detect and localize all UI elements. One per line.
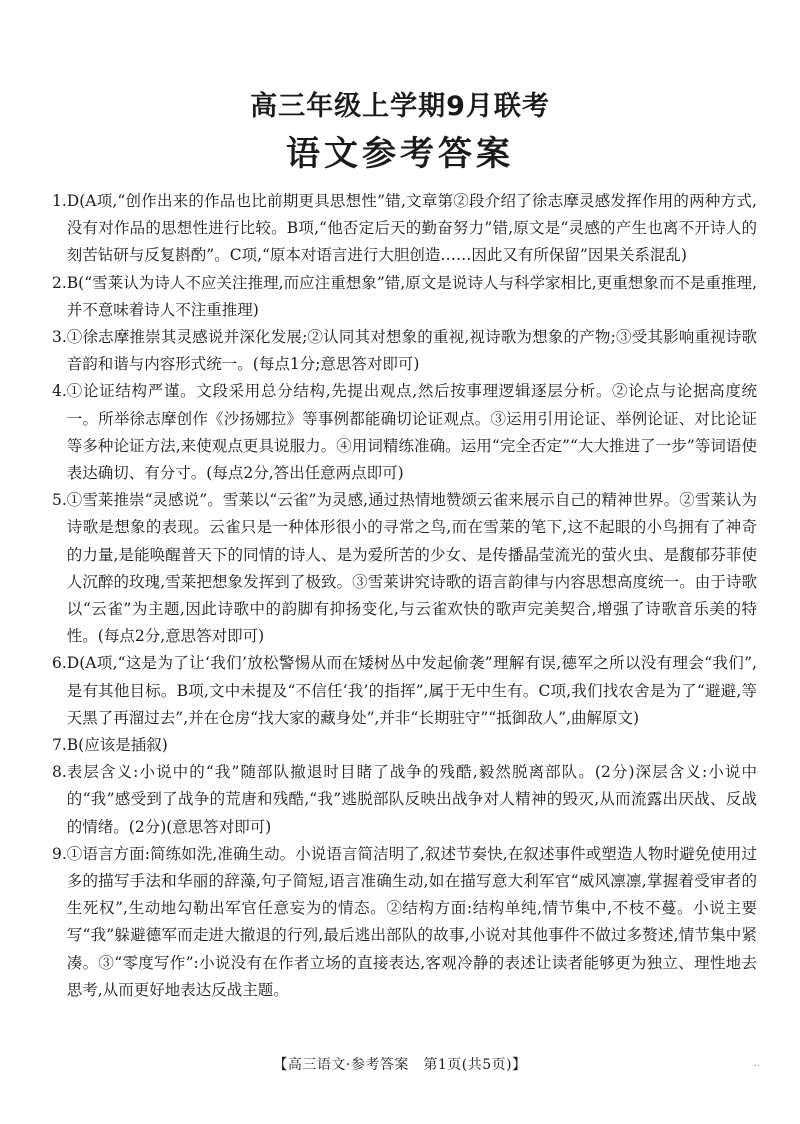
answer-item-9 <box>52 841 757 1004</box>
answer-text: 表层含义:小说中的“我”随部队撤退时目睹了战争的残酷,毅然脱离部队。(2分)深层含义:小说中的“我”感受到了战争的荒唐和残酷,“我”逃脱部队反映出战争对人精神的毁灭,从而流露出厌战、反战的情绪。(2分)(意思答对即可) <box>66 763 757 836</box>
answer-number: 8. <box>52 763 67 782</box>
answer-item-6 <box>52 650 757 732</box>
exam-title: 高三年级上学期9月联考 <box>250 91 550 122</box>
answer-list <box>52 188 757 1004</box>
answer-number: 4. <box>52 382 67 401</box>
answer-text: D(A项,“这是为了让‘我们’放松警惕从而在矮树丛中发起偷袭”理解有误,德军之所以没有理会“我们”,是有其他目标。B项,文中未提及“不信任‘我’的指挥”,属于无中生有。C项,我们找农舍是为了“避避,等天黑了再溜过去”,并在仓房“找大家的藏身处”,并非“长期驻守”“抵御敌人”,曲解原文) <box>66 654 757 727</box>
answer-item-1 <box>52 188 757 270</box>
answer-number: 7. <box>52 736 67 755</box>
answer-number: 1. <box>52 192 67 210</box>
answer-text: B(应该是插叙) <box>66 736 168 755</box>
answer-text: ①雪莱推崇“灵感说”。雪莱以“云雀”为灵感,通过热情地赞颂云雀来展示自己的精神世界。②雪莱认为诗歌是想象的表现。云雀只是一种体形很小的寻常之鸟,而在雪莱的笔下,这不起眼的小鸟拥有了神奇的力量,是能唤醒普天下的同情的诗人、是为爱所苦的少女、是传播晶莹流光的萤火虫、是馥郁芬菲使人沉醉的玫瑰,雪莱把想象发挥到了极致。③雪莱讲究诗歌的语言韵律与内容思想高度统一。由于诗歌以“云雀”为主题,因此诗歌中的韵脚有抑扬变化,与云雀欢快的歌声完美契合,增强了诗歌音乐美的特性。(每点2分,意思答对即可) <box>66 491 757 646</box>
answer-item-4 <box>52 378 757 487</box>
answer-item-5 <box>52 487 757 650</box>
answer-item-8 <box>52 759 757 841</box>
answer-number: 3. <box>52 328 67 347</box>
answer-number: 2. <box>52 273 67 292</box>
page-footer: 【高三语文·参考答案 第1页(共5页)】 <box>273 1057 527 1073</box>
answer-text: ①论证结构严谨。文段采用总分结构,先提出观点,然后按事理逻辑逐层分析。②论点与论据高度统一。所举徐志摩创作《沙扬娜拉》等事例都能确切论证观点。③运用引用论证、举例论证、对比论证等多种论证方法,来使观点更具说服力。④用词精练准确。运用“完全否定”“大大推进了一步”等词语使表达确切、有分寸。(每点2分,答出任意两点即可) <box>66 382 757 483</box>
answer-number: 9. <box>52 844 67 863</box>
corner-mark: .. <box>753 1058 760 1069</box>
answer-text: ①徐志摩推崇其灵感说并深化发展;②认同其对想象的重视,视诗歌为想象的产物;③受其影响重视诗歌音韵和谐与内容形式统一。(每点1分;意思答对即可) <box>66 328 757 374</box>
answer-number: 5. <box>52 491 67 510</box>
answer-key-title: 语文参考答案 <box>286 134 514 174</box>
answer-item-2 <box>52 270 757 324</box>
answer-number: 6. <box>52 654 67 673</box>
answer-item-7 <box>52 732 757 759</box>
answer-item-3 <box>52 324 757 378</box>
answer-text: D(A项,“创作出来的作品也比前期更具思想性”错,文章第②段介绍了徐志摩灵感发挥作用的两种方式,没有对作品的思想性进行比较。B项,“他否定后天的勤奋努力”错,原文是“灵感的产生也离不开诗人的刻苦钻研与反复斟酌”。C项,“原本对语言进行大胆创造……因此又有所保留”因果关系混乱) <box>66 192 757 265</box>
answer-text: ①语言方面:简练如洗,准确生动。小说语言简洁明了,叙述节奏快,在叙述事件或塑造人物时避免使用过多的描写手法和华丽的辞藻,句子简短,语言准确生动,如在描写意大利军官“威风凛凛,掌握着受审者的生死权”,生动地勾勒出军官任意妄为的情态。②结构方面:结构单纯,情节集中,不枝不蔓。小说主要写“我”躲避德军而走进大撤退的行列,最后逃出部队的故事,小说对其他事件不做过多赘述,情节集中紧凑。③“零度写作”:小说没有在作者立场的直接表达,客观冷静的表述让读者能够更为独立、理性地去思考,从而更好地表达反战主题。 <box>66 844 757 999</box>
answer-text: B(“雪莱认为诗人不应关注推理,而应注重想象”错,原文是说诗人与科学家相比,更重想象而不是重推理,并不意味着诗人不注重推理) <box>66 273 757 319</box>
